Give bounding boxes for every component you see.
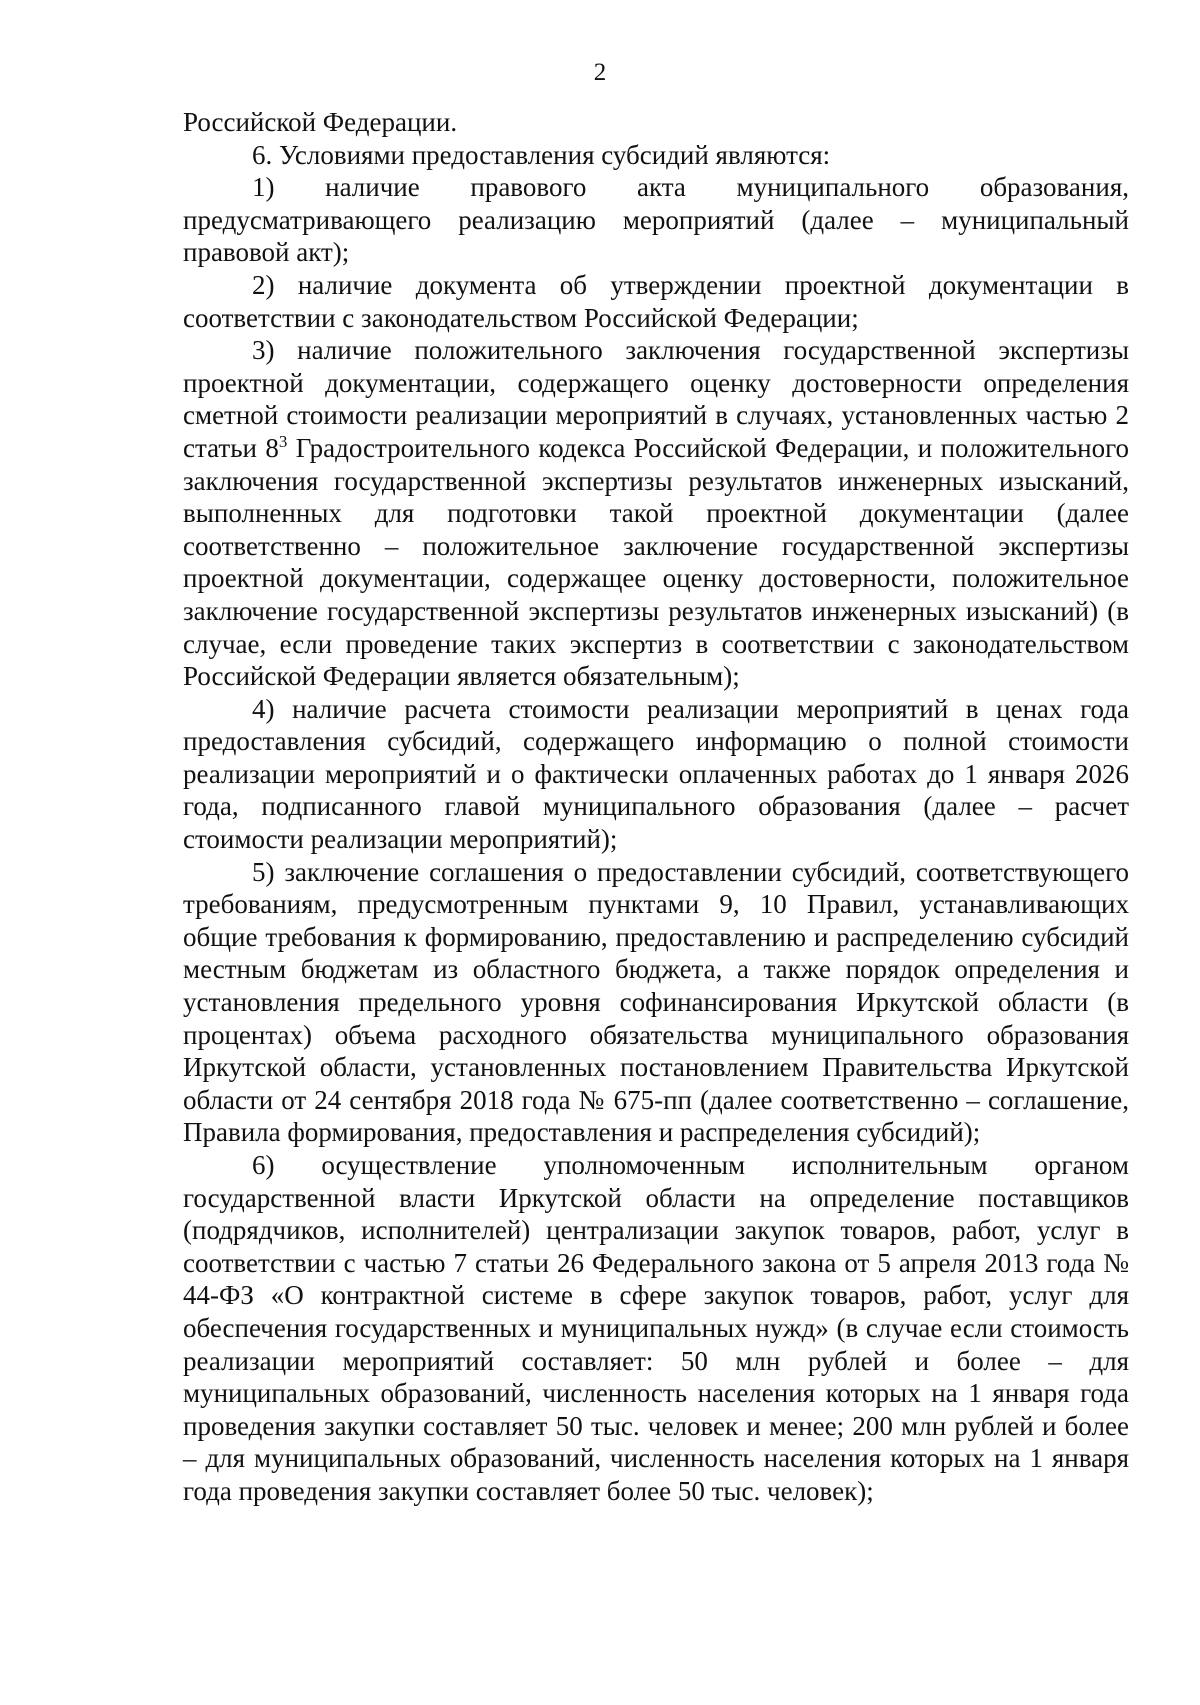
paragraph-subitem-3 (183, 334, 1129, 693)
paragraph-subitem-2: 2) наличие документа об утверждении проектной документации в соответствии с законодательством Российской Федерации; (183, 269, 1129, 333)
superscript-3: 3 (278, 431, 288, 451)
paragraph-subitem-6: 6) осуществление уполномоченным исполнительным органом государственной власти Иркутской области на определение поставщиков (подрядчиков, исполнителей) централизации закупок товаров, работ, услуг в соответствии с частью 7 статьи 26 Федерального закона от 5 апреля 2013 года № 44-ФЗ «О контрактной системе в сфере закупок товаров, работ, услуг для обеспечения государственных и муниципальных нужд» (в случае если стоимость реализации мероприятий составляет: 50 млн рублей и более – для муниципальных образований, численность населения которых на 1 января года проведения закупки составляет 50 тыс. человек и менее; 200 млн рублей и более – для муниципальных образований, численность населения которых на 1 января года проведения закупки составляет более 50 тыс. человек); (183, 1150, 1129, 1506)
paragraph-subitem-3-part-a: 3) наличие положительного заключения государственной экспертизы проектной документации, содержащего оценку достоверности определения сметной стоимости реализации мероприятий в случаях, установленных частью 2 статьи 8 (183, 335, 1129, 463)
paragraph-subitem-5: 5) заключение соглашения о предоставлении субсидий, соответствующего требованиям, предусмотренным пунктами 9, 10 Правил, устанавливающих общие требования к формированию, предоставлению и распределению субсидий местным бюджетам из областного бюджета, а также порядок определения и установления предельного уровня софинансирования Иркутской области (в процентах) объема расходного обязательства муниципального образования Иркутской области, установленных постановлением Правительства Иркутской области от 24 сентября 2018 года № 675-пп (далее соответственно – соглашение, Правила формирования, предоставления и распределения субсидий); (183, 856, 1129, 1148)
paragraph-subitem-3-part-b: Градостроительного кодекса Российской Федерации, и положительного заключения государственной экспертизы результатов инженерных изысканий, выполненных для подготовки такой проектной документации (далее соответственно – положительное заключение государственной экспертизы проектной документации, содержащее оценку достоверности, положительное заключение государственной экспертизы результатов инженерных изысканий) (в случае, если проведение таких экспертиз в соответствии с законодательством Российской Федерации является обязательным); (183, 432, 1129, 692)
paragraph-subitem-4: 4) наличие расчета стоимости реализации мероприятий в ценах года предоставления субсидий, содержащего информацию о полной стоимости реализации мероприятий и о фактически оплаченных работах до 1 января 2026 года, подписанного главой муниципального образования (далее – расчет стоимости реализации мероприятий); (183, 693, 1129, 855)
document-body (183, 106, 1129, 1508)
paragraph-continuation: Российской Федерации. (183, 107, 458, 137)
paragraph-subitem-1: 1) наличие правового акта муниципального образования, предусматривающего реализацию мероприятий (далее – муниципальный правовой акт); (183, 172, 1129, 268)
paragraph-item-6: 6. Условиями предоставления субсидий являются: (252, 139, 831, 170)
page-number: 2 (593, 59, 607, 86)
